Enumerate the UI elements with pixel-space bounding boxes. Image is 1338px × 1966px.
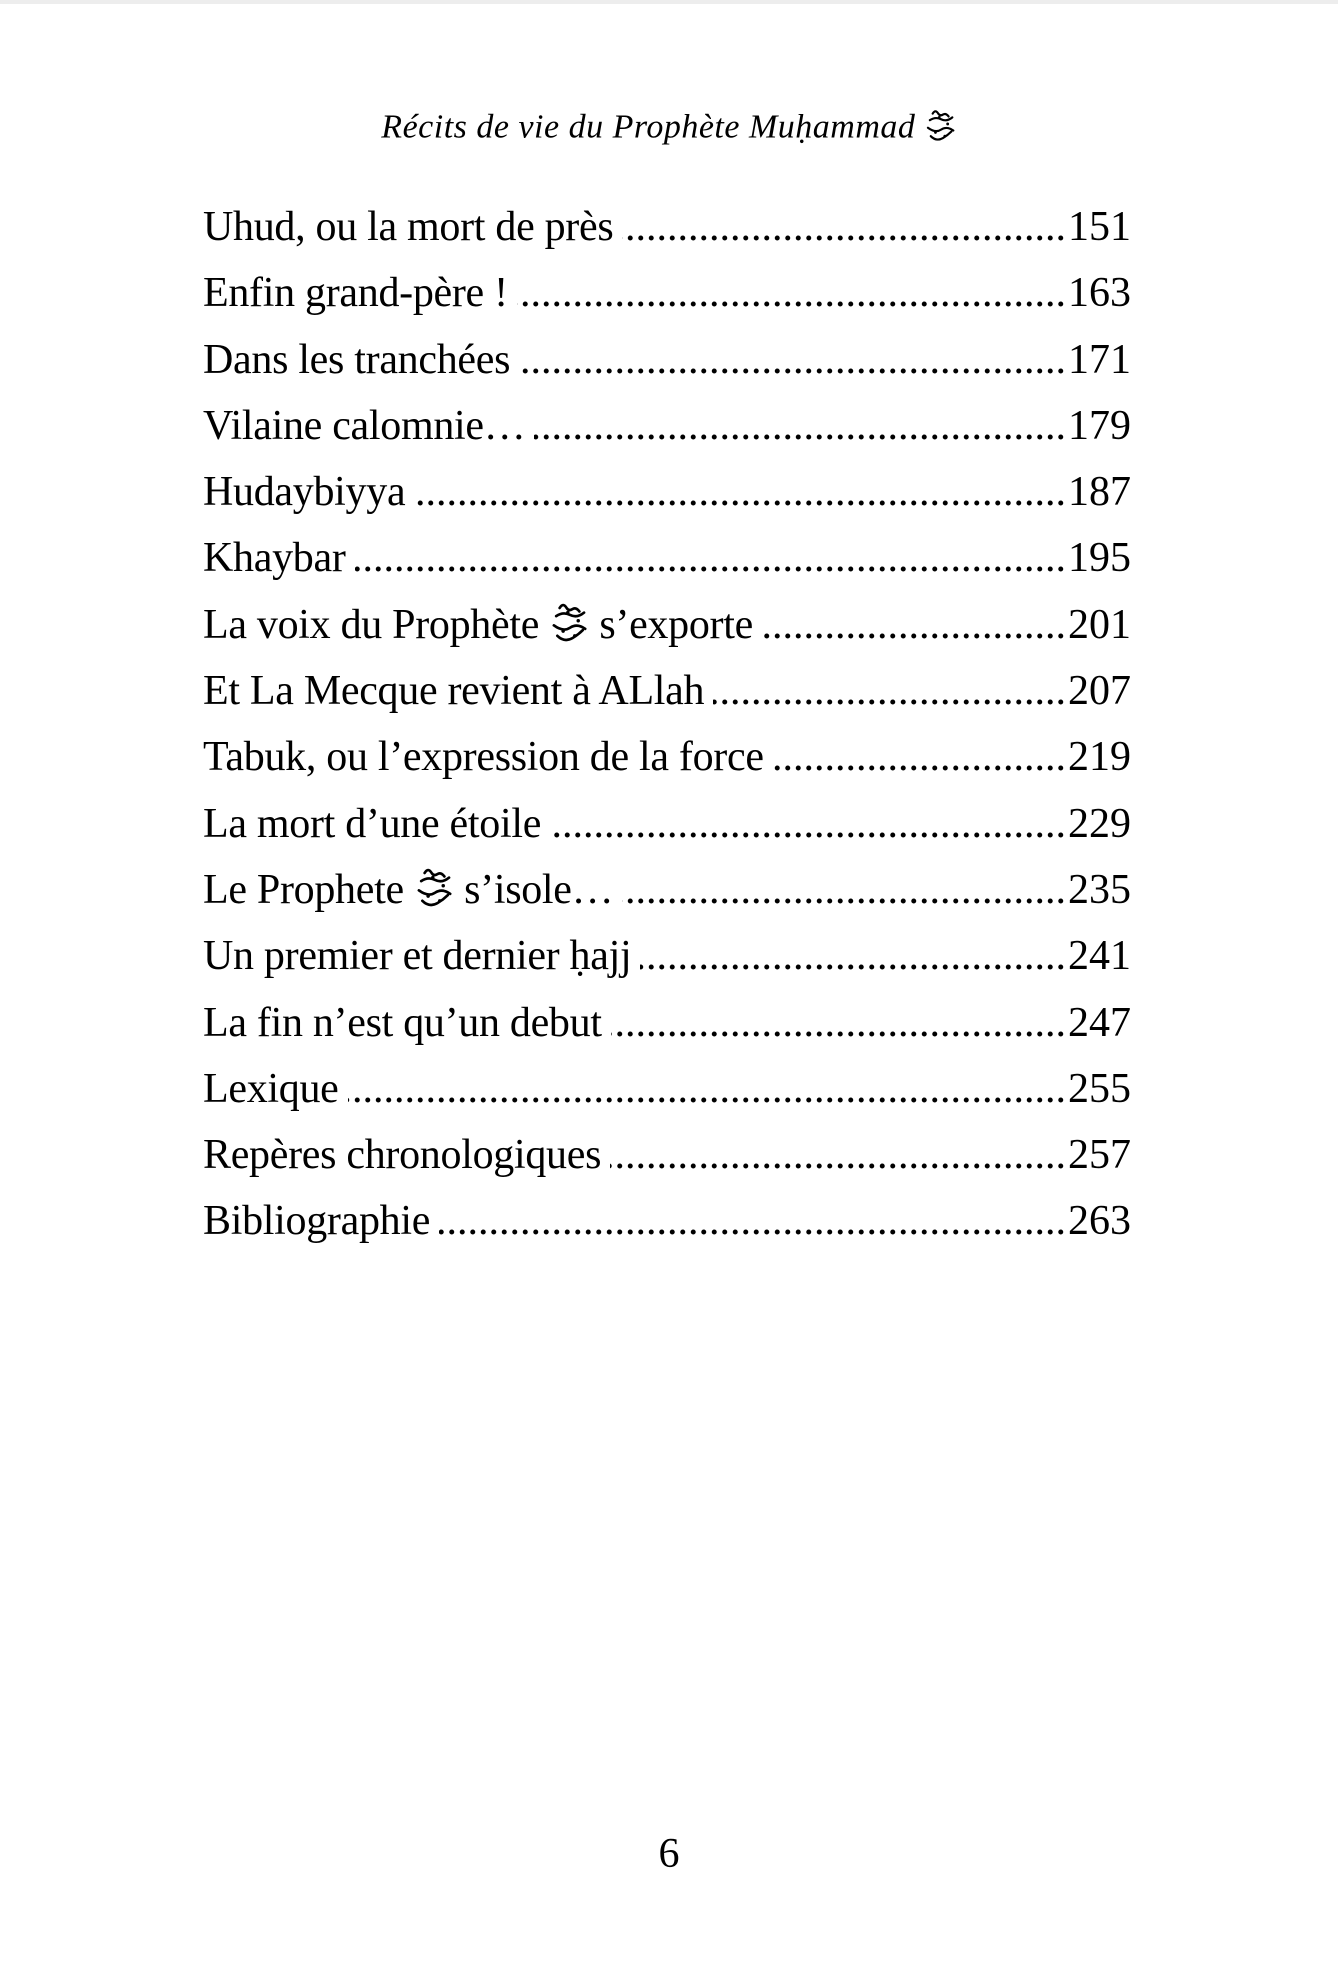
saw-calligraphy-icon — [549, 599, 589, 643]
dot-leader — [517, 260, 1066, 326]
toc-entry-title: Repères chronologiques — [203, 1132, 602, 1179]
toc-entry-title: Tabuk, ou l’expression de la force — [203, 734, 764, 781]
dot-leader — [611, 990, 1066, 1056]
dot-leader — [355, 525, 1066, 591]
toc-entry — [203, 1122, 1131, 1188]
toc-list — [203, 194, 1131, 1255]
toc-entry — [203, 459, 1131, 525]
dot-leader — [762, 592, 1066, 658]
toc-entry-title: Khaybar — [203, 535, 346, 582]
toc-entry — [203, 791, 1131, 857]
toc-entry — [203, 724, 1131, 790]
toc-entry — [203, 592, 1131, 658]
toc-entry-page: 219 — [1068, 734, 1131, 781]
dot-leader — [519, 327, 1066, 393]
toc-entry — [203, 923, 1131, 989]
saw-calligraphy-icon — [924, 108, 956, 144]
dot-leader — [713, 658, 1066, 724]
dot-leader — [610, 1122, 1066, 1188]
toc-entry-page: 207 — [1068, 668, 1131, 715]
running-header-title: Récits de vie du Prophète Muḥammad — [381, 108, 916, 146]
saw-calligraphy-icon — [414, 865, 454, 909]
dot-leader — [534, 393, 1066, 459]
dot-leader — [414, 459, 1066, 525]
folio-page-number: 6 — [658, 1831, 680, 1877]
running-header — [0, 108, 1338, 147]
dot-leader — [439, 1188, 1066, 1254]
toc-entry-page: 263 — [1068, 1198, 1131, 1245]
toc-entry-page: 187 — [1068, 469, 1131, 516]
dot-leader — [622, 194, 1066, 260]
toc-entry-page: 255 — [1068, 1065, 1131, 1112]
dot-leader — [348, 1056, 1066, 1122]
toc-entry — [203, 194, 1131, 260]
toc-entry-title: Un premier et dernier ḥajj — [203, 933, 632, 980]
dot-leader — [622, 857, 1066, 923]
toc-entry-page: 201 — [1068, 601, 1131, 648]
toc-entry-title: Dans les tranchées — [203, 336, 511, 383]
toc-entry-page: 235 — [1068, 866, 1131, 913]
toc-entry-page: 257 — [1068, 1132, 1131, 1179]
page-top-edge — [0, 0, 1338, 4]
toc-entry-page: 171 — [1068, 336, 1131, 383]
toc-entry-title: Lexique — [203, 1065, 339, 1112]
toc-entry — [203, 658, 1131, 724]
toc-entry-page: 247 — [1068, 999, 1131, 1046]
toc-entry-title: La voix du Prophète s’exporte — [203, 592, 753, 658]
toc-entry-title: Uhud, ou la mort de près — [203, 204, 614, 250]
toc-entry-page: 151 — [1068, 204, 1131, 250]
toc-entry-page: 229 — [1068, 800, 1131, 847]
dot-leader — [640, 923, 1066, 989]
toc-entry — [203, 260, 1131, 326]
toc-entry — [203, 990, 1131, 1056]
toc-entry-title: Le Prophete s’isole… — [203, 857, 613, 923]
toc-entry-title: Hudaybiyya — [203, 469, 406, 516]
toc-entry-page: 195 — [1068, 535, 1131, 582]
toc-entry — [203, 327, 1131, 393]
toc-entry-title: Bibliographie — [203, 1198, 431, 1245]
toc-entry-page: 163 — [1068, 270, 1131, 317]
toc-entry — [203, 525, 1131, 591]
toc-entry — [203, 1056, 1131, 1122]
toc-entry-title: Vilaine calomnie… — [203, 402, 526, 449]
dot-leader — [773, 724, 1066, 790]
toc-entry — [203, 857, 1131, 923]
toc-entry-title: La fin n’est qu’un debut — [203, 999, 602, 1046]
dot-leader — [550, 791, 1066, 857]
toc-entry — [203, 393, 1131, 459]
toc-entry-title: Et La Mecque revient à ALlah — [203, 668, 705, 715]
toc-entry-title: La mort d’une étoile — [203, 800, 542, 847]
toc-entry-title: Enfin grand-père ! — [203, 270, 508, 317]
toc-entry — [203, 1188, 1131, 1254]
toc-entry-page: 241 — [1068, 933, 1131, 980]
toc-entry-page: 179 — [1068, 402, 1131, 449]
